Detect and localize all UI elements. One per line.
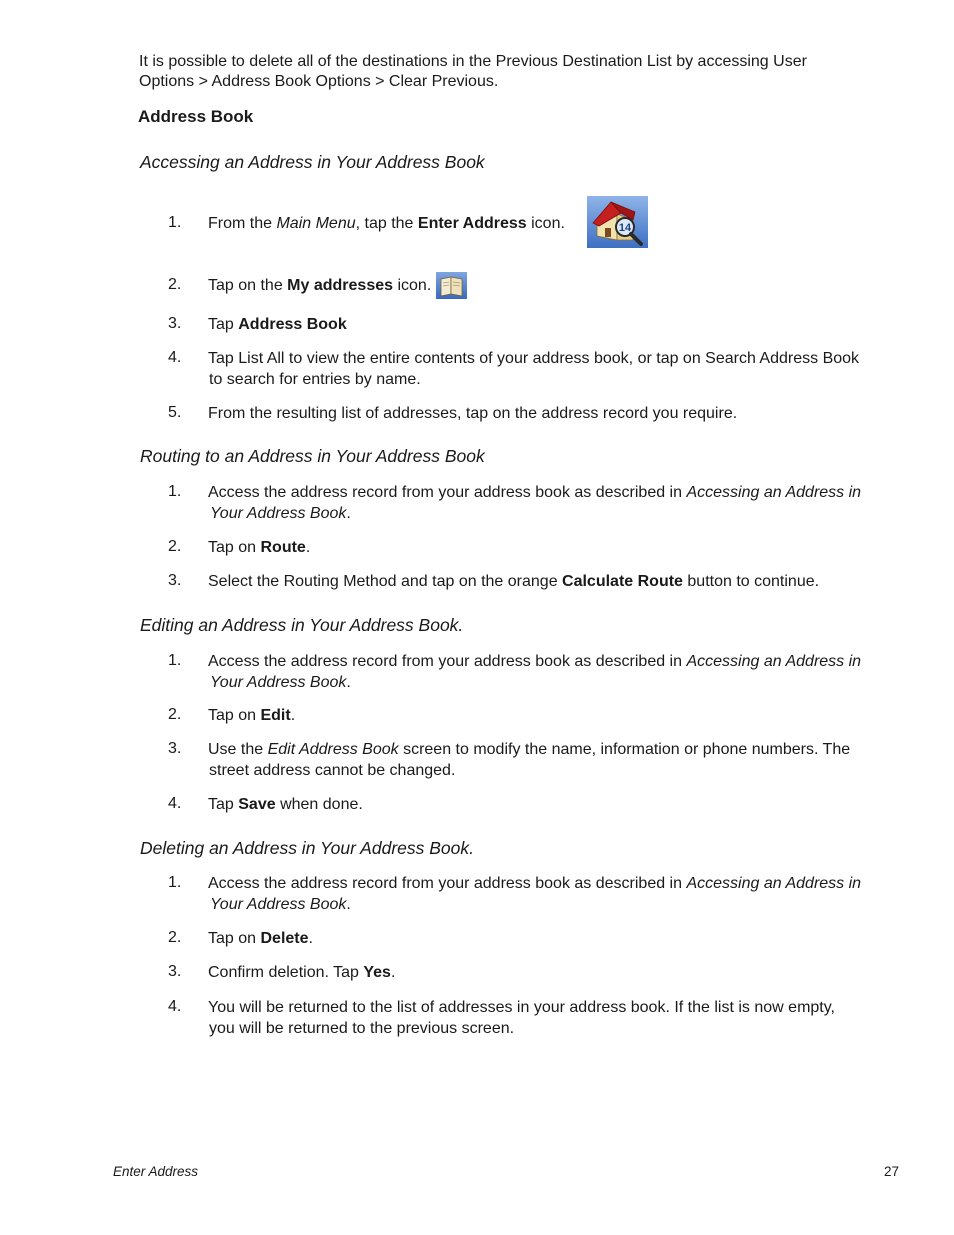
routing-item-1: Access the address record from your address book as described in Accessing an Address in Your Address Book. <box>208 484 862 522</box>
routing-item-3: Select the Routing Method and tap on the orange Calculate Route button to continue. <box>208 573 820 590</box>
house-magnifier-icon <box>587 196 648 248</box>
accessing-item-3: Tap Address Book <box>208 316 347 333</box>
accessing-item-1: From the Main Menu, tap the Enter Address icon. <box>208 215 565 232</box>
accessing-item-2: Tap on the My addresses icon. <box>208 277 432 294</box>
deleting-item-1-number: 1. <box>168 874 182 891</box>
intro-line-2: Options > Address Book Options > Clear Previous. <box>139 73 499 90</box>
accessing-item-5: From the resulting list of addresses, tap on the address record you require. <box>208 405 738 422</box>
accessing-item-5-number: 5. <box>168 404 182 421</box>
intro-paragraph <box>139 52 899 92</box>
editing-item-2-number: 2. <box>168 706 182 723</box>
editing-item-4-number: 4. <box>168 795 182 812</box>
deleting-item-3: Confirm deletion. Tap Yes. <box>208 964 396 981</box>
routing-item-3-number: 3. <box>168 572 182 589</box>
heading-deleting: Deleting an Address in Your Address Book. <box>140 838 474 858</box>
deleting-item-4: You will be returned to the list of addresses in your address book. If the list is now empty, you will be returned to the previous screen. <box>208 999 835 1037</box>
deleting-item-2: Tap on Delete. <box>208 930 313 947</box>
heading-editing: Editing an Address in Your Address Book. <box>140 615 464 635</box>
editing-item-3-number: 3. <box>168 740 182 757</box>
editing-item-1: Access the address record from your address book as described in Accessing an Address in Your Address Book. <box>208 653 862 691</box>
editing-item-4: Tap Save when done. <box>208 796 363 813</box>
editing-item-3: Use the Edit Address Book screen to modify the name, information or phone numbers. The street address cannot be changed. <box>208 741 851 779</box>
footer-page-number: 27 <box>883 1164 899 1179</box>
routing-item-2-number: 2. <box>168 538 182 555</box>
accessing-item-1-number: 1. <box>168 214 182 231</box>
deleting-item-3-number: 3. <box>168 963 182 980</box>
address-book-icon <box>436 272 467 299</box>
editing-item-2: Tap on Edit. <box>208 707 296 724</box>
accessing-item-2-number: 2. <box>168 276 182 293</box>
deleting-item-2-number: 2. <box>168 929 182 946</box>
deleting-item-4-number: 4. <box>168 998 182 1015</box>
routing-item-1-number: 1. <box>168 483 182 500</box>
routing-item-2: Tap on Route. <box>208 539 311 556</box>
heading-routing: Routing to an Address in Your Address Book <box>140 446 485 466</box>
accessing-item-4: Tap List All to view the entire contents of your address book, or tap on Search Address Book to search for entries by name. <box>208 350 860 388</box>
enter-address-icon-number: 14 <box>618 222 632 234</box>
footer-section-name: Enter Address <box>113 1164 199 1179</box>
section-title: Address Book <box>138 107 254 126</box>
intro-line-1: It is possible to delete all of the destinations in the Previous Destination List by accessing User <box>139 53 807 70</box>
accessing-item-4-number: 4. <box>168 349 182 366</box>
deleting-item-1: Access the address record from your address book as described in Accessing an Address in Your Address Book. <box>208 875 862 913</box>
accessing-item-3-number: 3. <box>168 315 182 332</box>
editing-item-1-number: 1. <box>168 652 182 669</box>
heading-accessing: Accessing an Address in Your Address Book <box>140 152 485 172</box>
